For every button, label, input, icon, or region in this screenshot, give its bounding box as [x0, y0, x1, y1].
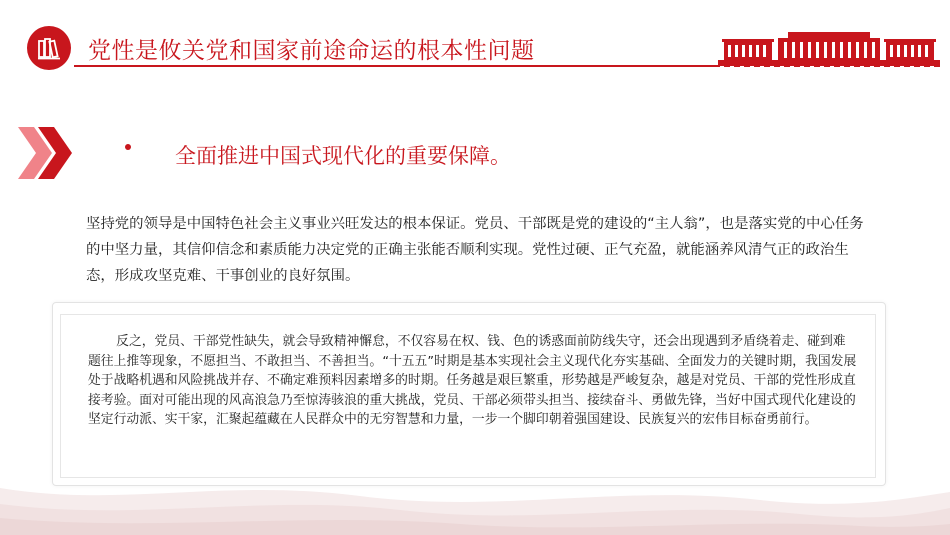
books-icon: [36, 35, 62, 61]
quote-text: 反之，党员、干部党性缺失，就会导致精神懈怠，不仅容易在权、钱、色的诱惑面前防线失守，还会出现遇到矛盾绕着走、碰到难题往上推等现象，不愿担当、不敢担当、不善担当。“十五五”时期是基本实现社会主义现代化夯实基础、全面发力的关键时期，我国发展处于战略机遇和风险挑战并存、不确定难预料因素增多的时期。任务越是艰巨繁重，形势越是严峻复杂，越是对党员、干部的党性形成直接考验。面对可能出现的风高浪急乃至惊涛骇浪的重大挑战，党员、干部必须带头担当、接续奋斗、勇做先锋，当好中国式现代化建设的坚定行动派、实干家，汇聚起蕴藏在人民群众中的无穷智慧和力量，一步一个脚印朝着强国建设、民族复兴的宏伟目标奋勇前行。: [88, 334, 857, 427]
section-heading: 全面推进中国式现代化的重要保障。: [175, 144, 511, 168]
section-bullet: [125, 144, 131, 150]
wave-pattern-icon: [0, 478, 950, 535]
header-logo: [27, 26, 71, 70]
body-paragraph: 坚持党的领导是中国特色社会主义事业兴旺发达的根本保证。党员、干部既是党的建设的“主人翁”，也是落实党的中心任务的中坚力量，其信仰信念和素质能力决定党的正确主张能否顺利实现。党性过硬、正气充盈，就能涵养风清气正的政治生态，形成攻坚克难、干事创业的良好氛围。: [86, 216, 864, 284]
great-hall-icon: [718, 30, 940, 66]
header-rule: [74, 65, 714, 67]
double-chevron-icon: [18, 127, 74, 179]
page-title: 党性是攸关党和国家前途命运的根本性问题: [88, 38, 535, 64]
